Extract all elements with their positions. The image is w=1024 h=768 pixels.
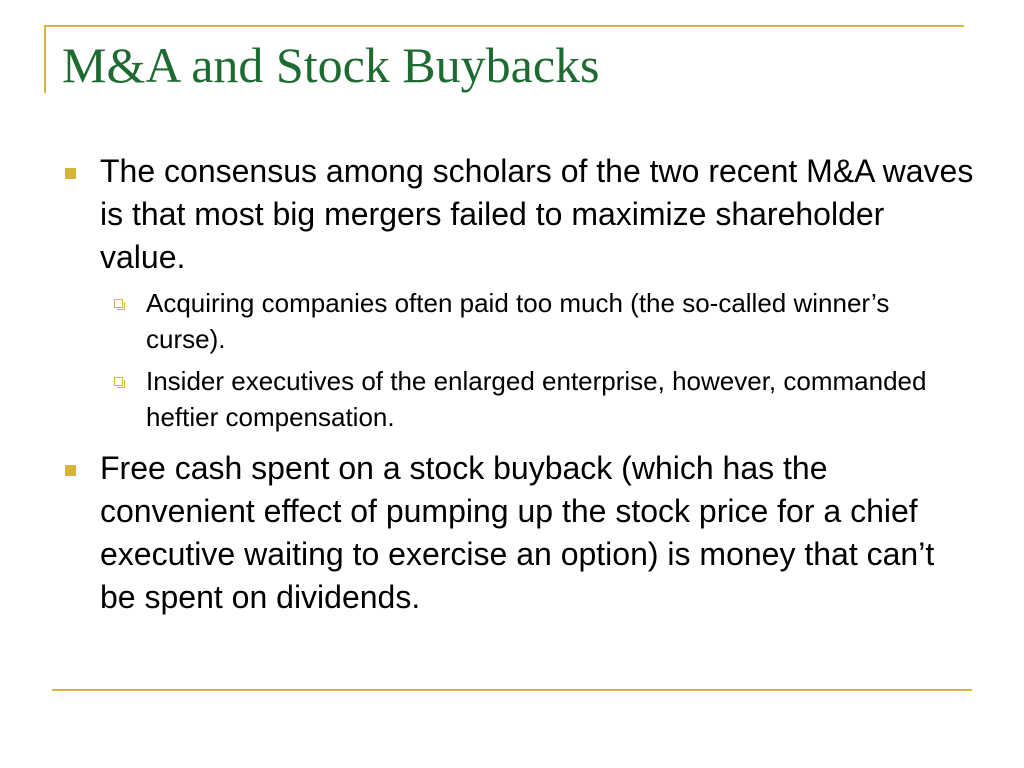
bullet-item <box>0 447 1024 619</box>
sub-bullet-item <box>100 363 974 435</box>
bullet-list <box>0 150 1024 631</box>
bullet-text: Free cash spent on a stock buyback (which has the convenient effect of pumping up the stock price for a chief executive waiting to exercise an option) is money that can’t be spent on dividends. <box>100 450 935 615</box>
title-frame-left-rule <box>44 25 46 93</box>
footer-rule <box>52 689 972 691</box>
bullet-text: The consensus among scholars of the two recent M&A waves is that most big mergers failed to maximize shareholder value. <box>100 153 974 275</box>
sub-bullet-list <box>100 285 974 435</box>
square-bullet-icon <box>65 168 76 179</box>
bullet-item <box>0 150 1024 435</box>
sub-bullet-text: Insider executives of the enlarged enterprise, however, commanded heftier compensation. <box>146 366 927 432</box>
sub-bullet-item <box>100 285 974 357</box>
sub-bullet-text: Acquiring companies often paid too much (the so-called winner’s curse). <box>146 288 890 354</box>
shadowed-box-bullet-icon <box>114 299 123 308</box>
shadowed-box-bullet-icon <box>114 377 123 386</box>
slide-title: M&A and Stock Buybacks <box>62 37 600 93</box>
square-bullet-icon <box>65 465 76 476</box>
title-frame-top-rule <box>44 25 964 27</box>
